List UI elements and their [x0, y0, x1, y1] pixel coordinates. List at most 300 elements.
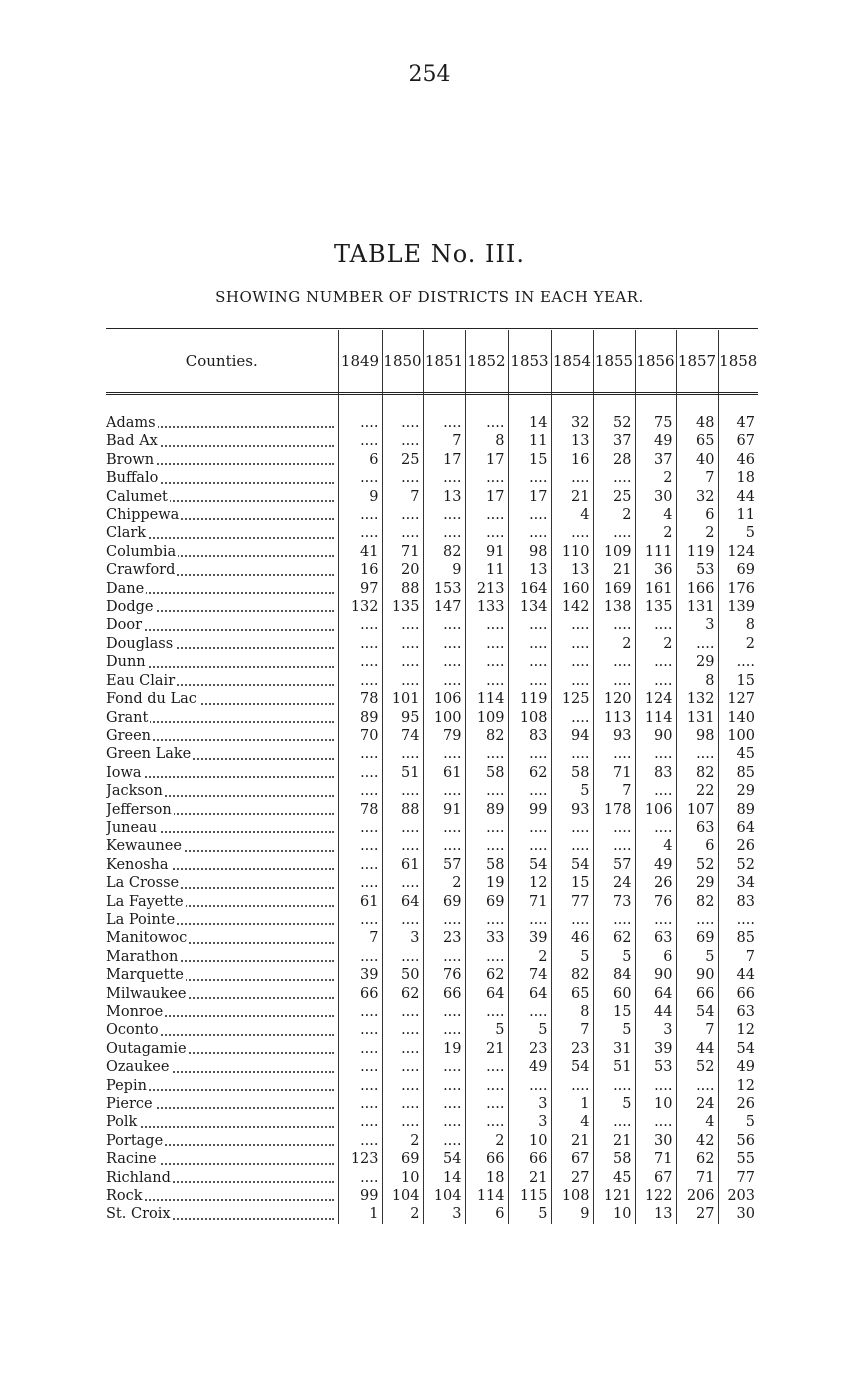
district-count-cell: .... — [423, 1058, 465, 1076]
spacer-row — [106, 392, 758, 414]
table-row — [106, 874, 758, 892]
county-cell — [106, 451, 338, 469]
district-count-cell: 69 — [718, 561, 758, 579]
county-cell — [106, 782, 338, 800]
district-count-cell: 24 — [676, 1095, 718, 1113]
county-name: Outagamie — [106, 1040, 187, 1057]
district-count-cell: .... — [423, 1077, 465, 1095]
district-count-cell: .... — [382, 1095, 423, 1113]
district-count-cell: 6 — [635, 948, 676, 966]
district-count-cell: 19 — [465, 874, 508, 892]
district-count-cell: .... — [382, 1113, 423, 1131]
district-count-cell: 61 — [338, 893, 382, 911]
table-row — [106, 727, 758, 745]
district-count-cell: .... — [382, 819, 423, 837]
county-name: Jefferson — [106, 801, 172, 818]
district-count-cell: .... — [338, 911, 382, 929]
county-name: Green — [106, 727, 152, 744]
district-count-cell: .... — [423, 837, 465, 855]
district-count-cell: 24 — [593, 874, 635, 892]
county-cell — [106, 837, 338, 855]
spacer-cell — [551, 392, 593, 414]
district-count-cell: 20 — [382, 561, 423, 579]
district-count-cell: 78 — [338, 801, 382, 819]
district-count-cell: .... — [382, 745, 423, 763]
table-row — [106, 745, 758, 763]
district-count-cell: .... — [338, 1058, 382, 1076]
district-count-cell: 82 — [676, 764, 718, 782]
district-count-cell: .... — [635, 782, 676, 800]
county-name: Buffalo — [106, 470, 159, 487]
table-row — [106, 1040, 758, 1058]
district-count-cell: 65 — [551, 985, 593, 1003]
column-header-year: 1852 — [465, 330, 508, 392]
district-count-cell: 16 — [551, 451, 593, 469]
county-name: Iowa — [106, 764, 142, 781]
table-row — [106, 414, 758, 432]
district-count-cell: .... — [465, 819, 508, 837]
district-count-cell: 30 — [635, 1132, 676, 1150]
district-count-cell: 125 — [551, 690, 593, 708]
district-count-cell: 13 — [551, 561, 593, 579]
spacer-cell — [465, 392, 508, 414]
district-count-cell: 5 — [551, 948, 593, 966]
district-count-cell: 2 — [382, 1205, 423, 1223]
district-count-cell: 114 — [635, 709, 676, 727]
table-row — [106, 1205, 758, 1223]
county-name: Jackson — [106, 783, 163, 800]
table-row — [106, 1169, 758, 1187]
county-cell — [106, 672, 338, 690]
district-count-cell: .... — [382, 1077, 423, 1095]
district-count-cell: 83 — [635, 764, 676, 782]
county-cell — [106, 506, 338, 524]
district-count-cell: 29 — [676, 653, 718, 671]
district-count-cell: 54 — [718, 1040, 758, 1058]
district-count-cell: 71 — [593, 764, 635, 782]
district-count-cell: 124 — [718, 543, 758, 561]
district-count-cell: .... — [338, 1169, 382, 1187]
table-subtitle: SHOWING NUMBER OF DISTRICTS IN EACH YEAR. — [215, 288, 644, 306]
county-cell — [106, 1187, 338, 1205]
spacer-cell — [676, 392, 718, 414]
district-count-cell: 94 — [551, 727, 593, 745]
district-count-cell: 12 — [508, 874, 551, 892]
district-count-cell: 61 — [382, 856, 423, 874]
district-count-cell: .... — [593, 1077, 635, 1095]
district-count-cell: 98 — [676, 727, 718, 745]
district-count-cell: 63 — [635, 929, 676, 947]
district-count-cell: .... — [423, 911, 465, 929]
district-count-cell: 123 — [338, 1150, 382, 1168]
district-count-cell: .... — [676, 911, 718, 929]
district-count-cell: 95 — [382, 709, 423, 727]
spacer-cell — [508, 392, 551, 414]
spacer-cell — [423, 392, 465, 414]
district-count-cell: .... — [676, 745, 718, 763]
district-count-cell: .... — [423, 1132, 465, 1150]
district-count-cell: 41 — [338, 543, 382, 561]
district-count-cell: 71 — [635, 1150, 676, 1168]
county-cell — [106, 966, 338, 984]
district-count-cell: 91 — [423, 801, 465, 819]
district-count-cell: .... — [465, 911, 508, 929]
district-count-cell: .... — [382, 506, 423, 524]
table-row — [106, 985, 758, 1003]
county-name: Crawford — [106, 562, 176, 579]
district-count-cell: 5 — [508, 1021, 551, 1039]
county-cell — [106, 432, 338, 450]
district-count-cell: 40 — [676, 451, 718, 469]
district-count-cell: 4 — [676, 1113, 718, 1131]
county-name: Marquette — [106, 967, 184, 984]
district-count-cell: 109 — [593, 543, 635, 561]
district-count-cell: 54 — [676, 1003, 718, 1021]
table-row — [106, 690, 758, 708]
district-count-cell: .... — [382, 469, 423, 487]
district-count-cell: 131 — [676, 709, 718, 727]
district-count-cell: .... — [551, 819, 593, 837]
district-count-cell: 79 — [423, 727, 465, 745]
district-count-cell: .... — [718, 653, 758, 671]
county-cell — [106, 488, 338, 506]
district-count-cell: 11 — [508, 432, 551, 450]
district-count-cell: 100 — [423, 709, 465, 727]
district-count-cell: .... — [338, 745, 382, 763]
district-count-cell: .... — [382, 1003, 423, 1021]
district-count-cell: 17 — [508, 488, 551, 506]
district-count-cell: .... — [423, 819, 465, 837]
district-count-cell: .... — [382, 672, 423, 690]
district-count-cell: 53 — [676, 561, 718, 579]
district-count-cell: .... — [635, 911, 676, 929]
table-row — [106, 948, 758, 966]
district-count-cell: 88 — [382, 580, 423, 598]
district-count-cell: 161 — [635, 580, 676, 598]
county-name: Fond du Lac — [106, 691, 197, 708]
district-count-cell: 4 — [551, 1113, 593, 1131]
district-count-cell: .... — [423, 782, 465, 800]
district-count-cell: 7 — [382, 488, 423, 506]
county-cell — [106, 616, 338, 634]
county-cell — [106, 1040, 338, 1058]
district-count-cell: 26 — [718, 1095, 758, 1113]
district-count-cell: 127 — [718, 690, 758, 708]
district-count-cell: 90 — [635, 727, 676, 745]
district-count-cell: 34 — [718, 874, 758, 892]
county-name: Douglass — [106, 635, 174, 652]
district-count-cell: 62 — [676, 1150, 718, 1168]
district-count-cell: 106 — [635, 801, 676, 819]
district-count-cell: .... — [508, 635, 551, 653]
table-row — [106, 837, 758, 855]
table-row — [106, 616, 758, 634]
district-count-cell: 8 — [676, 672, 718, 690]
district-count-cell: 82 — [423, 543, 465, 561]
district-count-cell: 64 — [635, 985, 676, 1003]
district-count-cell: .... — [593, 672, 635, 690]
county-name: Dodge — [106, 599, 154, 616]
district-count-cell: .... — [593, 653, 635, 671]
header-row — [106, 330, 758, 392]
district-count-cell: 134 — [508, 598, 551, 616]
dot-leader — [106, 1126, 334, 1128]
district-count-cell: 9 — [338, 488, 382, 506]
table-row — [106, 1003, 758, 1021]
district-count-cell: .... — [465, 948, 508, 966]
district-count-cell: 23 — [551, 1040, 593, 1058]
district-count-cell: 124 — [635, 690, 676, 708]
district-count-cell: 3 — [508, 1095, 551, 1113]
county-cell — [106, 893, 338, 911]
table-row — [106, 893, 758, 911]
district-count-cell: 89 — [338, 709, 382, 727]
county-name: La Crosse — [106, 875, 180, 892]
column-header-counties: Counties. — [185, 352, 258, 370]
district-count-cell: 135 — [635, 598, 676, 616]
district-count-cell: 54 — [508, 856, 551, 874]
district-count-cell: 58 — [465, 856, 508, 874]
district-count-cell: 108 — [508, 709, 551, 727]
district-count-cell: 39 — [635, 1040, 676, 1058]
district-count-cell: 5 — [508, 1205, 551, 1223]
district-count-cell: 52 — [593, 414, 635, 432]
district-count-cell: 4 — [635, 506, 676, 524]
district-count-cell: 107 — [676, 801, 718, 819]
district-count-cell: 71 — [676, 1169, 718, 1187]
district-count-cell: 32 — [676, 488, 718, 506]
district-count-cell: 142 — [551, 598, 593, 616]
district-count-cell: 32 — [551, 414, 593, 432]
district-count-cell: 5 — [465, 1021, 508, 1039]
county-name: Brown — [106, 451, 155, 468]
district-count-cell: 45 — [593, 1169, 635, 1187]
county-name: Oconto — [106, 1022, 159, 1039]
district-count-cell: .... — [508, 745, 551, 763]
district-count-cell: 12 — [718, 1077, 758, 1095]
district-count-cell: 67 — [635, 1169, 676, 1187]
district-count-cell: 37 — [635, 451, 676, 469]
district-count-cell: .... — [508, 1003, 551, 1021]
district-count-cell: 122 — [635, 1187, 676, 1205]
district-count-cell: 52 — [676, 856, 718, 874]
district-count-cell: .... — [338, 1132, 382, 1150]
district-count-cell: 17 — [465, 451, 508, 469]
district-count-cell: 10 — [635, 1095, 676, 1113]
district-count-cell: .... — [718, 911, 758, 929]
district-count-cell: 106 — [423, 690, 465, 708]
district-count-cell: 101 — [382, 690, 423, 708]
district-count-cell: .... — [423, 672, 465, 690]
district-count-cell: 85 — [718, 764, 758, 782]
district-count-cell: .... — [635, 672, 676, 690]
county-cell — [106, 543, 338, 561]
district-count-cell: .... — [338, 635, 382, 653]
district-count-cell: 109 — [465, 709, 508, 727]
district-count-cell: 53 — [635, 1058, 676, 1076]
district-count-cell: 15 — [718, 672, 758, 690]
district-count-cell: 42 — [676, 1132, 718, 1150]
district-count-cell: 13 — [508, 561, 551, 579]
district-count-cell: .... — [382, 635, 423, 653]
district-count-cell: 27 — [551, 1169, 593, 1187]
district-count-cell: 82 — [676, 893, 718, 911]
county-name: Rock — [106, 1188, 143, 1205]
district-count-cell: .... — [508, 672, 551, 690]
district-count-cell: 64 — [508, 985, 551, 1003]
district-count-cell: .... — [465, 1003, 508, 1021]
district-count-cell: .... — [508, 837, 551, 855]
district-count-cell: 76 — [635, 893, 676, 911]
county-cell — [106, 1095, 338, 1113]
spacer-cell — [635, 392, 676, 414]
district-count-cell: 69 — [676, 929, 718, 947]
district-count-cell: 64 — [382, 893, 423, 911]
county-cell — [106, 580, 338, 598]
district-count-cell: 54 — [551, 856, 593, 874]
district-count-cell: 2 — [635, 635, 676, 653]
district-count-cell: 93 — [593, 727, 635, 745]
spacer-cell — [593, 392, 635, 414]
county-name: Green Lake — [106, 746, 192, 763]
county-cell — [106, 709, 338, 727]
district-count-cell: 97 — [338, 580, 382, 598]
county-name: Milwaukee — [106, 985, 187, 1002]
county-name: Racine — [106, 1151, 157, 1168]
district-count-cell: 91 — [465, 543, 508, 561]
district-count-cell: 10 — [593, 1205, 635, 1223]
district-count-cell: 5 — [676, 948, 718, 966]
district-count-cell: 44 — [676, 1040, 718, 1058]
county-name: Grant — [106, 709, 149, 726]
district-count-cell: 213 — [465, 580, 508, 598]
county-cell — [106, 561, 338, 579]
county-cell — [106, 1205, 338, 1223]
district-count-cell: 138 — [593, 598, 635, 616]
district-count-cell: 28 — [593, 451, 635, 469]
district-count-cell: 49 — [635, 432, 676, 450]
district-count-cell: .... — [423, 524, 465, 542]
district-count-cell: 49 — [635, 856, 676, 874]
district-count-cell: .... — [338, 856, 382, 874]
district-count-cell: 29 — [676, 874, 718, 892]
table-body — [106, 392, 758, 1224]
district-count-cell: 84 — [593, 966, 635, 984]
county-name: Kenosha — [106, 856, 169, 873]
districts-table — [106, 330, 758, 1224]
district-count-cell: 74 — [508, 966, 551, 984]
table-title: TABLE No. III. — [333, 240, 526, 268]
column-header-year: 1849 — [338, 330, 382, 392]
county-name: Chippewa — [106, 507, 180, 524]
district-count-cell: 26 — [718, 837, 758, 855]
district-count-cell: 2 — [593, 635, 635, 653]
district-count-cell: 2 — [382, 1132, 423, 1150]
district-count-cell: 90 — [635, 966, 676, 984]
district-count-cell: .... — [508, 1077, 551, 1095]
district-count-cell: 66 — [423, 985, 465, 1003]
district-count-cell: .... — [338, 1113, 382, 1131]
county-cell — [106, 653, 338, 671]
table-row — [106, 1187, 758, 1205]
district-count-cell: 7 — [676, 1021, 718, 1039]
district-count-cell: 119 — [676, 543, 718, 561]
county-cell — [106, 1169, 338, 1187]
district-count-cell: .... — [338, 672, 382, 690]
district-count-cell: 3 — [635, 1021, 676, 1039]
district-count-cell: 5 — [551, 782, 593, 800]
district-count-cell: .... — [635, 1077, 676, 1095]
district-count-cell: 13 — [551, 432, 593, 450]
district-count-cell: 114 — [465, 690, 508, 708]
district-count-cell: 5 — [718, 524, 758, 542]
district-count-cell: 44 — [718, 966, 758, 984]
district-count-cell: 67 — [551, 1150, 593, 1168]
district-count-cell: 36 — [635, 561, 676, 579]
district-count-cell: 21 — [465, 1040, 508, 1058]
district-count-cell: .... — [423, 1095, 465, 1113]
table-row — [106, 1021, 758, 1039]
district-count-cell: 110 — [551, 543, 593, 561]
county-cell — [106, 469, 338, 487]
district-count-cell: 21 — [551, 1132, 593, 1150]
district-count-cell: 37 — [593, 432, 635, 450]
district-count-cell: 8 — [551, 1003, 593, 1021]
table-row — [106, 782, 758, 800]
district-count-cell: .... — [551, 635, 593, 653]
county-cell — [106, 764, 338, 782]
district-count-cell: 23 — [508, 1040, 551, 1058]
district-count-cell: 25 — [593, 488, 635, 506]
district-count-cell: 15 — [593, 1003, 635, 1021]
district-count-cell: .... — [508, 782, 551, 800]
county-name: Clark — [106, 525, 147, 542]
table-row — [106, 1150, 758, 1168]
district-count-cell: 12 — [718, 1021, 758, 1039]
table-row — [106, 1095, 758, 1113]
table-row — [106, 598, 758, 616]
district-count-cell: 82 — [551, 966, 593, 984]
district-count-cell: 47 — [718, 414, 758, 432]
district-count-cell: 10 — [382, 1169, 423, 1187]
district-count-cell: .... — [635, 653, 676, 671]
county-cell — [106, 524, 338, 542]
district-count-cell: .... — [338, 1003, 382, 1021]
county-cell — [106, 727, 338, 745]
district-count-cell: .... — [551, 1077, 593, 1095]
district-count-cell: 15 — [551, 874, 593, 892]
table-row — [106, 1058, 758, 1076]
district-count-cell: .... — [465, 1095, 508, 1113]
table-row — [106, 709, 758, 727]
table-row — [106, 966, 758, 984]
district-count-cell: .... — [508, 653, 551, 671]
district-count-cell: 4 — [551, 506, 593, 524]
district-count-cell: 29 — [718, 782, 758, 800]
district-count-cell: 50 — [382, 966, 423, 984]
district-count-cell: .... — [338, 616, 382, 634]
county-name: Richland — [106, 1169, 171, 1186]
county-cell — [106, 1077, 338, 1095]
table-row — [106, 653, 758, 671]
district-count-cell: 11 — [718, 506, 758, 524]
table-row — [106, 911, 758, 929]
table-row — [106, 524, 758, 542]
table-row — [106, 580, 758, 598]
district-count-cell: .... — [423, 469, 465, 487]
district-count-cell: 65 — [676, 432, 718, 450]
district-count-cell: 14 — [423, 1169, 465, 1187]
